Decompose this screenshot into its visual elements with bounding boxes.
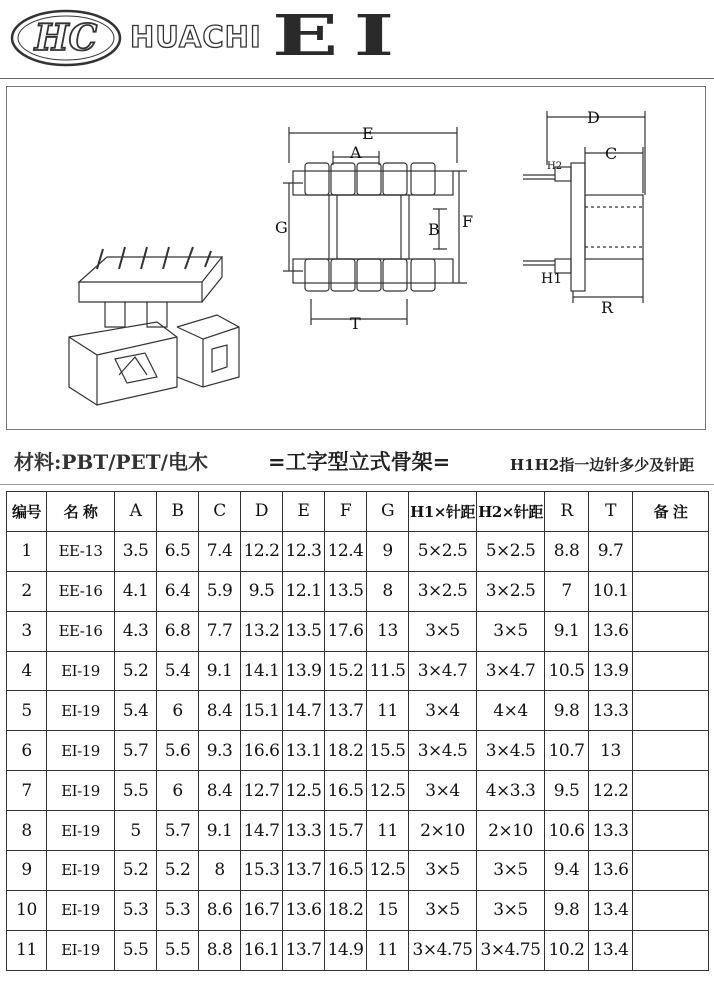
- material-spec: 材料:PBT/PET/电木: [14, 450, 208, 474]
- side-view: [523, 108, 645, 317]
- table-cell: 9.8: [545, 890, 589, 930]
- table-cell: 16.7: [241, 890, 283, 930]
- table-body: [7, 531, 709, 970]
- table-cell: 18.2: [325, 731, 367, 771]
- table-cell: 12.3: [283, 531, 325, 571]
- table-cell: 5.4: [157, 651, 199, 691]
- table-cell: [633, 851, 709, 891]
- table-cell: 2×10: [477, 811, 545, 851]
- table-cell: [633, 811, 709, 851]
- col-header: E: [283, 492, 325, 532]
- table-cell: 13.9: [283, 651, 325, 691]
- table-row: [7, 651, 709, 691]
- col-header: B: [157, 492, 199, 532]
- col-header: R: [545, 492, 589, 532]
- table-cell: 3×4.7: [477, 651, 545, 691]
- col-header: T: [589, 492, 633, 532]
- table-cell: 13.6: [589, 611, 633, 651]
- table-cell: 9: [367, 531, 409, 571]
- table-cell: 12.7: [241, 771, 283, 811]
- table-cell: EI-19: [47, 771, 115, 811]
- table-cell: 9.1: [199, 811, 241, 851]
- table-cell: 8.4: [199, 691, 241, 731]
- table-cell: 14.7: [241, 811, 283, 851]
- table-cell: 6: [157, 771, 199, 811]
- table-cell: 6.4: [157, 571, 199, 611]
- table-cell: 15: [367, 890, 409, 930]
- table-cell: 10.5: [545, 651, 589, 691]
- table-cell: 3×5: [477, 851, 545, 891]
- table-cell: EI-19: [47, 651, 115, 691]
- table-cell: 15.1: [241, 691, 283, 731]
- table-cell: 12.2: [589, 771, 633, 811]
- table-cell: 16.5: [325, 851, 367, 891]
- dim-label-b: B: [428, 220, 440, 239]
- table-cell: 15.2: [325, 651, 367, 691]
- table-cell: 16.5: [325, 771, 367, 811]
- table-row: [7, 731, 709, 771]
- table-cell: 15.7: [325, 811, 367, 851]
- table-cell: 12.5: [283, 771, 325, 811]
- table-cell: 5: [7, 691, 47, 731]
- table-cell: 3.5: [115, 531, 157, 571]
- table-cell: EE-16: [47, 611, 115, 651]
- table-cell: 13.9: [589, 651, 633, 691]
- table-cell: 17.6: [325, 611, 367, 651]
- drawing-svg: [7, 87, 707, 431]
- table-cell: 8.4: [199, 771, 241, 811]
- table-cell: EI-19: [47, 851, 115, 891]
- table-cell: 5.7: [157, 811, 199, 851]
- table-cell: 8: [367, 571, 409, 611]
- table-cell: 3×5: [409, 611, 477, 651]
- table-cell: 11: [367, 691, 409, 731]
- table-cell: 13.7: [325, 691, 367, 731]
- table-cell: 1: [7, 531, 47, 571]
- table-cell: 12.5: [367, 771, 409, 811]
- table-cell: 12.4: [325, 531, 367, 571]
- table-cell: 9.1: [545, 611, 589, 651]
- table-cell: 13.3: [589, 691, 633, 731]
- table-row: [7, 811, 709, 851]
- table-cell: EI-19: [47, 691, 115, 731]
- spec-table: [6, 491, 709, 971]
- table-cell: 5.5: [115, 771, 157, 811]
- table-cell: [633, 651, 709, 691]
- table-cell: 12.5: [367, 851, 409, 891]
- table-cell: 9.5: [241, 571, 283, 611]
- table-cell: 11: [367, 811, 409, 851]
- table-cell: 8: [199, 851, 241, 891]
- table-cell: 14.1: [241, 651, 283, 691]
- table-row: [7, 930, 709, 970]
- table-cell: 3×5: [477, 611, 545, 651]
- bobbin-isometric: [69, 247, 239, 405]
- huachi-logo: [8, 6, 124, 70]
- table-cell: 3×4: [409, 771, 477, 811]
- table-row: [7, 771, 709, 811]
- table-header-row: [7, 492, 709, 532]
- section-divider: [0, 484, 714, 485]
- col-header: 备 注: [633, 492, 709, 532]
- table-row: [7, 531, 709, 571]
- table-cell: 5.4: [115, 691, 157, 731]
- table-cell: 5.5: [157, 930, 199, 970]
- table-cell: 11.5: [367, 651, 409, 691]
- table-cell: [633, 930, 709, 970]
- table-cell: 4: [7, 651, 47, 691]
- table-cell: 3×2.5: [409, 571, 477, 611]
- table-cell: 9.4: [545, 851, 589, 891]
- table-cell: [633, 531, 709, 571]
- dim-label-c: C: [605, 144, 618, 163]
- dim-label-f: F: [462, 212, 474, 231]
- table-cell: 4×3.3: [477, 771, 545, 811]
- table-cell: 13.6: [589, 851, 633, 891]
- table-cell: 5.6: [157, 731, 199, 771]
- table-cell: 12.1: [283, 571, 325, 611]
- col-header: A: [115, 492, 157, 532]
- table-cell: [633, 611, 709, 651]
- table-cell: 3×5: [409, 851, 477, 891]
- table-cell: 13.3: [283, 811, 325, 851]
- table-cell: [633, 771, 709, 811]
- header-divider: [0, 78, 714, 79]
- table-cell: 5.2: [115, 651, 157, 691]
- table-cell: 7.7: [199, 611, 241, 651]
- table-cell: 13.6: [283, 890, 325, 930]
- front-view: [275, 124, 473, 333]
- table-cell: 14.7: [283, 691, 325, 731]
- table-cell: 13.2: [241, 611, 283, 651]
- table-cell: 7.4: [199, 531, 241, 571]
- dim-label-h2: H2: [547, 161, 563, 172]
- table-cell: 18.2: [325, 890, 367, 930]
- dim-label-e: E: [362, 124, 374, 143]
- table-cell: 13.5: [283, 611, 325, 651]
- table-cell: 6.5: [157, 531, 199, 571]
- table-cell: 5.3: [115, 890, 157, 930]
- table-cell: [633, 890, 709, 930]
- table-cell: 9.7: [589, 531, 633, 571]
- table-cell: 11: [367, 930, 409, 970]
- table-cell: 7: [7, 771, 47, 811]
- bobbin-type: =工字型立式骨架=: [268, 449, 451, 474]
- table-cell: [633, 571, 709, 611]
- col-header: 名 称: [47, 492, 115, 532]
- dim-label-a: A: [350, 143, 362, 162]
- table-row: [7, 691, 709, 731]
- table-cell: EI-19: [47, 890, 115, 930]
- table-cell: 11: [7, 930, 47, 970]
- dim-label-g: G: [275, 218, 288, 237]
- table-cell: 3×4.5: [477, 731, 545, 771]
- table-cell: [633, 691, 709, 731]
- table-cell: 15.5: [367, 731, 409, 771]
- table-cell: 4.3: [115, 611, 157, 651]
- table-cell: 3×5: [409, 890, 477, 930]
- table-cell: 14.9: [325, 930, 367, 970]
- table-cell: 3×4.75: [477, 930, 545, 970]
- table-cell: 16.1: [241, 930, 283, 970]
- table-cell: 3×4: [409, 691, 477, 731]
- table-cell: 5.2: [157, 851, 199, 891]
- table-cell: 3×5: [477, 890, 545, 930]
- table-cell: 10.7: [545, 731, 589, 771]
- dim-label-r: R: [601, 298, 614, 317]
- table-cell: 13.4: [589, 890, 633, 930]
- table-cell: 13.5: [325, 571, 367, 611]
- col-header: C: [199, 492, 241, 532]
- pin-note: H1H2指一边针多少及针距: [510, 456, 695, 474]
- table-cell: 9: [7, 851, 47, 891]
- table-cell: 5.7: [115, 731, 157, 771]
- table-row: [7, 890, 709, 930]
- col-header: H1×针距: [409, 492, 477, 532]
- table-cell: 5.5: [115, 930, 157, 970]
- table-cell: 10.1: [589, 571, 633, 611]
- table-cell: 9.1: [199, 651, 241, 691]
- table-cell: 6.8: [157, 611, 199, 651]
- table-cell: 3×4.75: [409, 930, 477, 970]
- table-cell: EE-16: [47, 571, 115, 611]
- table-cell: 13.7: [283, 930, 325, 970]
- table-cell: 8: [7, 811, 47, 851]
- table-cell: 8.8: [199, 930, 241, 970]
- col-header: D: [241, 492, 283, 532]
- table-cell: 10: [7, 890, 47, 930]
- table-cell: EI-19: [47, 731, 115, 771]
- col-header: H2×针距: [477, 492, 545, 532]
- table-cell: 5.3: [157, 890, 199, 930]
- table-cell: 5×2.5: [409, 531, 477, 571]
- table-cell: 13.1: [283, 731, 325, 771]
- table-cell: EE-13: [47, 531, 115, 571]
- table-cell: 2×10: [409, 811, 477, 851]
- header: [0, 0, 714, 78]
- table-cell: 5.2: [115, 851, 157, 891]
- brand-name: HUACHI: [130, 20, 262, 54]
- technical-drawing: [6, 86, 706, 430]
- table-cell: 4×4: [477, 691, 545, 731]
- table-cell: 3: [7, 611, 47, 651]
- table-cell: EI-19: [47, 811, 115, 851]
- table-cell: 5.9: [199, 571, 241, 611]
- table-cell: EI-19: [47, 930, 115, 970]
- table-cell: 13.4: [589, 930, 633, 970]
- table-cell: 7: [545, 571, 589, 611]
- series-title: EI: [272, 3, 410, 69]
- table-cell: 16.6: [241, 731, 283, 771]
- table-cell: 10.6: [545, 811, 589, 851]
- table-cell: 15.3: [241, 851, 283, 891]
- table-cell: 13: [589, 731, 633, 771]
- table-cell: 2: [7, 571, 47, 611]
- table-cell: 9.3: [199, 731, 241, 771]
- table-cell: 13.7: [283, 851, 325, 891]
- table-cell: 13.3: [589, 811, 633, 851]
- table-cell: 10.2: [545, 930, 589, 970]
- table-cell: 8.6: [199, 890, 241, 930]
- dim-label-h1: H1: [541, 271, 563, 287]
- table-cell: 8.8: [545, 531, 589, 571]
- table-cell: 5×2.5: [477, 531, 545, 571]
- dim-label-d: D: [587, 108, 600, 127]
- table-cell: 6: [7, 731, 47, 771]
- logo-text: HC: [34, 17, 98, 59]
- table-cell: 9.5: [545, 771, 589, 811]
- table-cell: 9.8: [545, 691, 589, 731]
- col-header: G: [367, 492, 409, 532]
- table-row: [7, 571, 709, 611]
- table-row: [7, 611, 709, 651]
- col-header: F: [325, 492, 367, 532]
- table-cell: 3×4.7: [409, 651, 477, 691]
- table-cell: 6: [157, 691, 199, 731]
- table-cell: 5: [115, 811, 157, 851]
- table-cell: [633, 731, 709, 771]
- table-cell: 13: [367, 611, 409, 651]
- dim-label-t: T: [350, 314, 361, 333]
- table-cell: 3×2.5: [477, 571, 545, 611]
- col-header: 编号: [7, 492, 47, 532]
- table-cell: 3×4.5: [409, 731, 477, 771]
- table-cell: 4.1: [115, 571, 157, 611]
- table-row: [7, 851, 709, 891]
- table-cell: 12.2: [241, 531, 283, 571]
